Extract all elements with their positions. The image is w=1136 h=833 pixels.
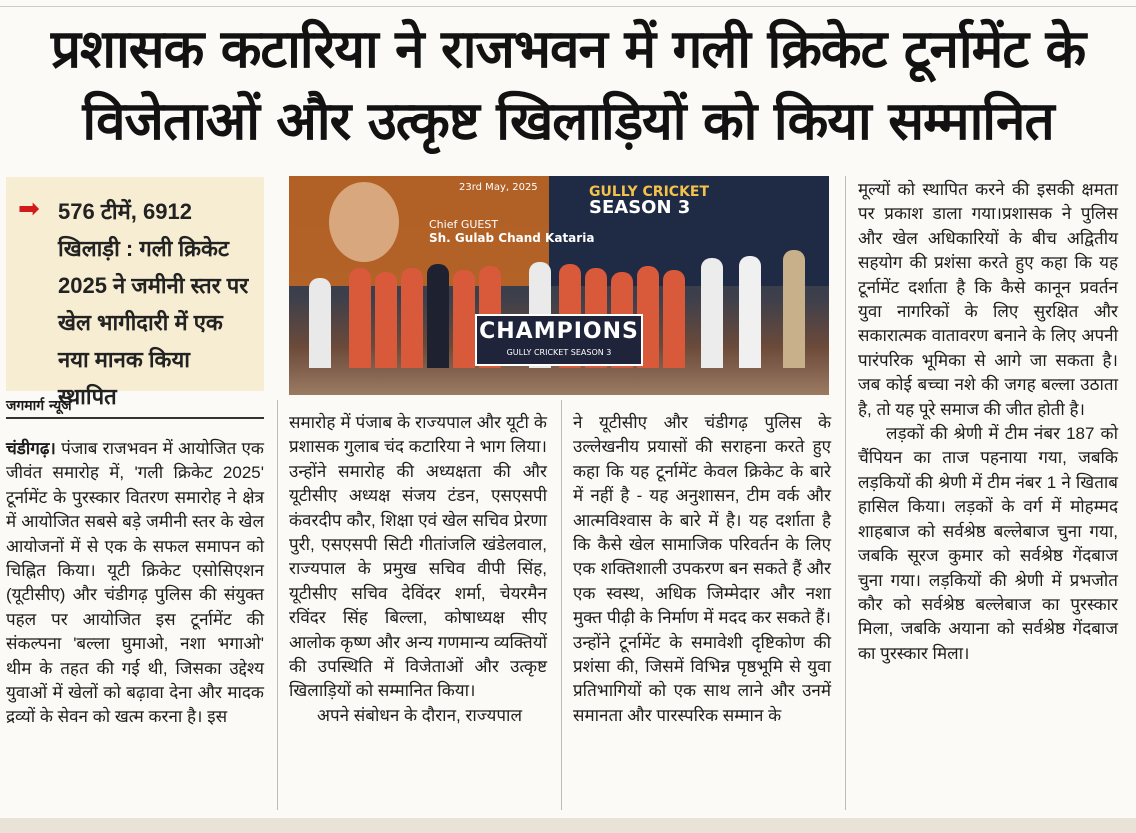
photo-guest [429,218,594,245]
champions-sign [475,314,643,366]
person [427,264,449,368]
person [375,272,397,368]
tournament-logo [589,184,709,216]
column-divider [561,400,562,810]
photo-guest-label: Chief GUEST [429,218,499,231]
bottom-strip [0,818,1136,833]
person [783,250,805,368]
article-paragraph: अपने संबोधन के दौरान, राज्यपाल [317,705,522,725]
column-divider [277,400,278,810]
event-photo [289,176,829,395]
article-column-4 [858,178,1118,666]
headline [0,14,1136,158]
article-column-3 [573,411,831,728]
article-column-2 [289,411,547,728]
right-arrow-icon: ➡ [18,194,40,224]
logo-bottom: SEASON 3 [589,197,691,218]
headline-line-1: प्रशासक कटारिया ने राजभवन में गली क्रिकेट टूर्नामेंट के [50,19,1086,80]
article-text: पंजाब राजभवन में आयोजित एक जीवंत समारोह में, 'गली क्रिकेट 2025' टूर्नामेंट के पुरस्कार वितरण समारोह ने क्षेत्र में आयोजित सबसे बड़े जमीनी स्तर के खेल आयोजनों में से एक के सफल समापन को चिह्नित किया। यूटी क्रिकेट एसोसिएशन (यूटीसीए) और चंडीगढ़ पुलिस की संयुक्त पहल पर आयोजित इस टूर्नामेंट की संकल्पना 'बल्ला घुमाओ, नशा भगाओ' थीम के तहत की गई थी, जिसका उद्देश्य युवाओं में खेलों को बढ़ावा देना और मादक द्रव्यों के सेवन को खत्म करना है। इस [6,439,264,727]
article-paragraph: ने यूटीसीए और चंडीगढ़ पुलिस के उल्लेखनीय प्रयासों की सराहना करते हुए कहा कि यह टूर्नामेंट केवल क्रिकेट के बारे में नहीं है - यह अनुशासन, टीम वर्क और आत्मविश्वास के बारे में है। यह दर्शाता है कि कैसे खेल सामाजिक परिवर्तन के लिए एक शक्तिशाली उपकरण बन सकते हैं और एक स्वस्थ, अधिक जिम्मेदार और नशा मुक्त पीढ़ी के निर्माण में मदद कर सकते हैं। उन्होंने टूर्नामेंट के समावेशी दृष्टिकोण की प्रशंसा की, जिसमें विभिन्न पृष्ठभूमि से युवा प्रतिभागियों को एक साथ लाने और उनमें समानता और पारस्परिक सम्मान के [573,413,831,725]
person [701,258,723,368]
person [401,268,423,368]
highlight-text: 576 टीमें, 6912 खिलाड़ी : गली क्रिकेट 2025 ने जमीनी स्तर पर खेल भागीदारी में एक नया मानक किया स्थापित [58,199,249,409]
article-paragraph: मूल्यों को स्थापित करने की इसकी क्षमता पर प्रकाश डाला गया।प्रशासक ने पुलिस और खेल अधिकारियों के बीच अद्वितीय सहयोग की प्रशंसा करते हुए कहा कि यह टूर्नामेंट दर्शाता है कि कैसे कानून प्रवर्तन युवा नागरिकों के लिए सुरक्षित और सकारात्मक वातावरण बनाने के लिए अपनी पारंपरिक भूमिका से आगे जा सकता है। जब कोई बच्चा नशे की जगह बल्ला उठाता है, तो यह पूरे समाज की जीत होती है। [858,180,1118,419]
person [663,270,685,368]
byline: जगमार्ग न्यूज [6,396,264,419]
person [453,270,475,368]
person [349,268,371,368]
person [739,256,761,368]
photo-guest-name: Sh. Gulab Chand Kataria [429,231,595,245]
top-strip [0,0,1136,7]
sign-title: CHAMPIONS [479,319,639,344]
sign-subtitle: GULLY CRICKET SEASON 3 [506,348,612,357]
dateline: चंडीगढ़। [6,439,56,458]
article-paragraph: समारोह में पंजाब के राज्यपाल और यूटी के प्रशासक गुलाब चंद कटारिया ने भाग लिया। उन्होंने समारोह की अध्यक्षता की और यूटीसीए अध्यक्ष संजय टंडन, एसएसपी कंवरदीप कौर, शिक्षा एवं खेल सचिव प्रेरणा पुरी, एसएसपी सिटी गीतांजलि खंडेलवाल, राज्यपाल के प्रमुख सचिव वीपी सिंह, यूटीसीए सचिव देविंदर शर्मा, चेयरमैन रविंदर सिंह बिल्ला, कोषाध्यक्ष सीए आलोक कृष्ण और अन्य गणमान्य व्यक्तियों की उपस्थिति में विजेताओं और उत्कृष्ट खिलाड़ियों को सम्मानित किया। [289,413,547,701]
chief-guest-portrait [329,182,399,262]
logo-top: GULLY CRICKET [589,184,710,200]
person [309,278,331,368]
article-paragraph: लड़कों की श्रेणी में टीम नंबर 187 को चैंपियन का ताज पहनाया गया, जबकि लड़कियों की श्रेणी में टीम नंबर 1 ने खिताब हासिल किया। लड़कों के वर्ग में मोहम्मद शाहबाज को सर्वश्रेष्ठ बल्लेबाज चुना गया, जबकि सूरज कुमार को सर्वश्रेष्ठ गेंदबाज चुना गया। लड़कियों की श्रेणी में प्रभजोत कौर को सर्वश्रेष्ठ बल्लेबाज का पुरस्कार मिला, जबकि अयाना को सर्वश्रेष्ठ गेंदबाज का पुरस्कार मिला। [858,424,1118,663]
column-divider [845,176,846,810]
article-column-1 [6,437,264,730]
headline-line-2: विजेताओं और उत्कृष्ट खिलाड़ियों को किया सम्मानित [82,91,1054,152]
photo-date: 23rd May, 2025 [459,182,538,193]
